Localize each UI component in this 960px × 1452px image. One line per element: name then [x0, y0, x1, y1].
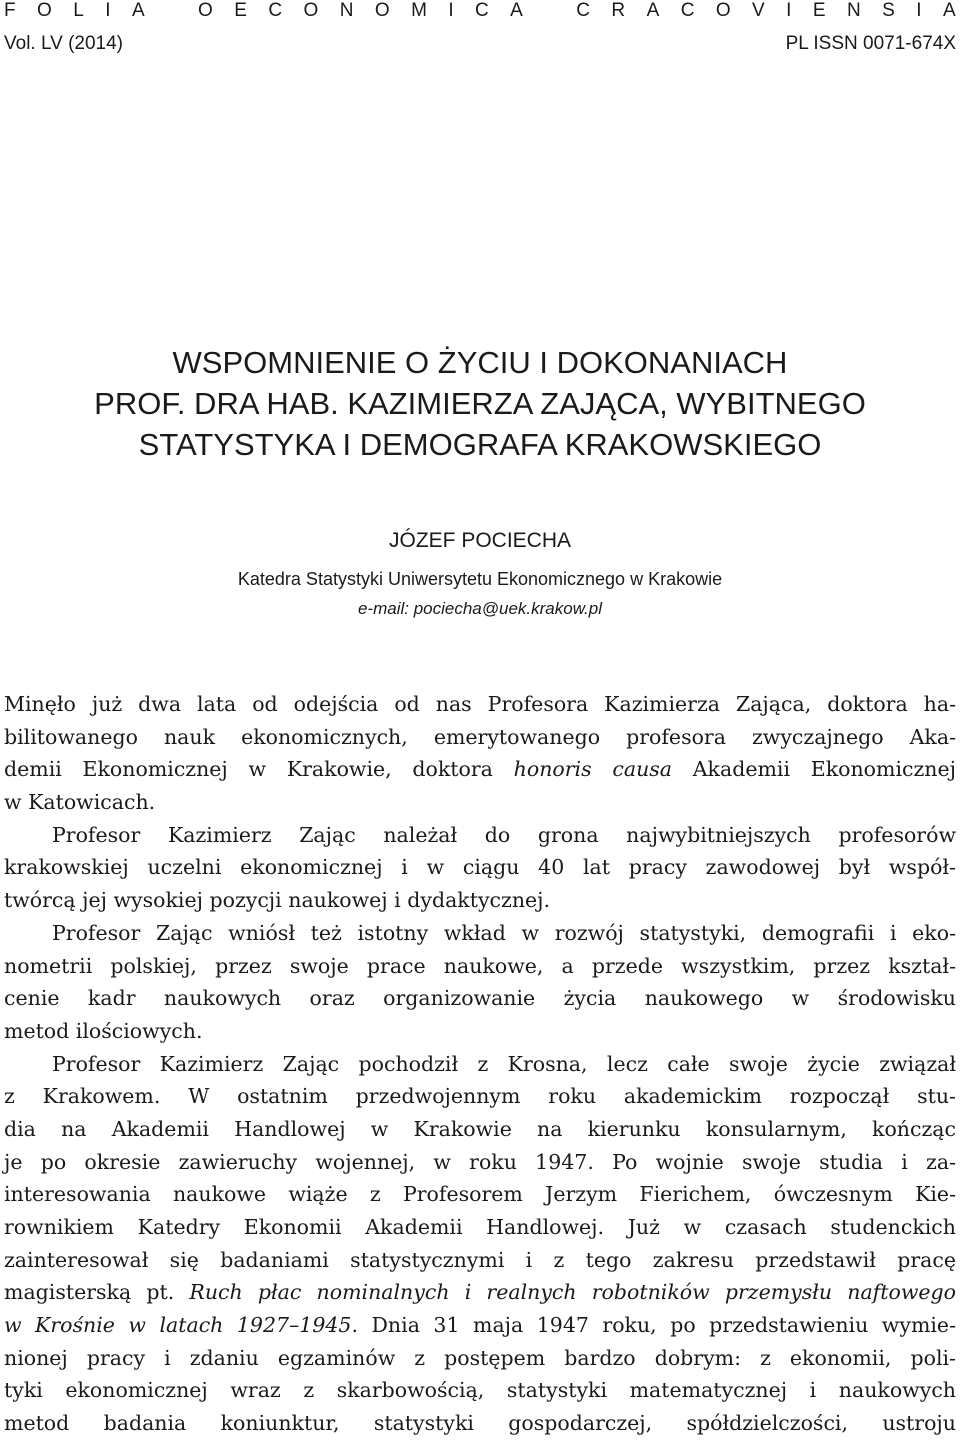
journal-letter: I: [916, 0, 922, 21]
text-line: je po okresie zawieruchy wojennej, w roku 1947. Po wojnie swoje studia i za-: [4, 1149, 956, 1174]
text-line: Profesor Kazimierz Zając należał do grona najwybitniejszych profesorów: [52, 822, 956, 847]
italic-thesis-title: Ruch płac nominalnych i realnych robotników przemysłu naftowego: [189, 1280, 956, 1305]
text-line: [4, 753, 956, 786]
author-email: e-mail: pociecha@uek.krakow.pl: [357, 599, 603, 618]
journal-letter: I: [786, 0, 792, 21]
italic-term: honoris causa: [513, 757, 673, 782]
text-line: zainteresował się badaniami statystycznymi i z tego zakresu przedstawił pracę: [4, 1247, 956, 1272]
journal-name: [4, 0, 956, 22]
journal-letter: C: [576, 0, 590, 21]
volume-info: Vol. LV (2014): [4, 33, 124, 54]
text-line: tyki ekonomicznej wraz z skarbowością, statystyki matematycznej i naukowych: [4, 1378, 956, 1403]
journal-letter: E: [812, 0, 826, 21]
journal-letter: O: [198, 0, 213, 21]
article-body: [4, 688, 956, 1440]
journal-letter: L: [73, 0, 84, 21]
journal-letter: A: [646, 0, 660, 21]
text-run: Akademii Ekonomicznej: [672, 757, 956, 782]
text-run: demii Ekonomicznej w Krakowie, doktora: [4, 757, 514, 782]
journal-letter: [166, 0, 177, 22]
journal-letter: E: [234, 0, 247, 21]
title-line: STATYSTYKA I DEMOGRAFA KRAKOWSKIEGO: [138, 427, 822, 462]
journal-letter: O: [37, 0, 52, 21]
title-line: PROF. DRA HAB. KAZIMIERZA ZAJĄCA, WYBITNEGO: [94, 386, 866, 421]
journal-letter: N: [339, 0, 354, 21]
text-line: [4, 1309, 956, 1342]
journal-letter: C: [268, 0, 283, 21]
journal-letter: O: [715, 0, 731, 21]
journal-letter: C: [680, 0, 695, 21]
text-line: z Krakowem. W ostatnim przedwojennym roku akademickim rozpoczął stu-: [4, 1084, 956, 1109]
journal-letter: R: [611, 0, 626, 21]
text-line: rownikiem Katedry Ekonomii Akademii Handlowej. Już w czasach studenckich: [4, 1215, 956, 1239]
text-line: bilitowanego nauk ekonomicznych, emerytowanego profesora zwyczajnego Aka-: [4, 724, 956, 749]
paragraph: [4, 688, 956, 819]
text-line: metod ilościowych.: [4, 1018, 203, 1043]
journal-letter: C: [475, 0, 489, 21]
text-line: krakowskiej uczelni ekonomicznej i w ciągu 40 lat pracy zawodowej był współ-: [4, 855, 956, 880]
journal-letter: F: [4, 0, 16, 21]
text-line: metod badania koniunktur, statystyki gospodarczej, spółdzielczości, ustroju: [4, 1411, 956, 1436]
author-name: JÓZEF POCIECHA: [388, 529, 572, 552]
journal-letter: N: [846, 0, 861, 21]
text-line: Minęło już dwa lata od odejścia od nas Profesora Kazimierza Zająca, doktora ha-: [4, 692, 956, 716]
text-run: magisterską pt.: [4, 1280, 190, 1305]
journal-letter: A: [942, 0, 956, 21]
text-line: w Katowicach.: [4, 790, 156, 815]
journal-letter: M: [411, 0, 427, 21]
journal-name-text: [4, 0, 956, 22]
paragraph: [4, 1048, 956, 1440]
journal-letter: I: [105, 0, 111, 21]
text-line: cenie kadr naukowych oraz organizowanie życia naukowego w środowisku: [4, 986, 956, 1011]
title-line: WSPOMNIENIE O ŻYCIU I DOKONANIACH: [172, 345, 788, 380]
journal-letter: I: [448, 0, 454, 21]
author-affiliation: Katedra Statystyki Uniwersytetu Ekonomicznego w Krakowie: [237, 569, 723, 589]
paragraph: [4, 819, 956, 917]
article-title: [0, 342, 960, 465]
text-line: nionej pracy i zdaniu egzaminów z postępem bardzo dobrym: z ekonomii, poli-: [4, 1345, 956, 1370]
paragraph: [4, 917, 956, 1048]
text-line: Profesor Zając wniósł też istotny wkład w rozwój statystyki, demografii i eko-: [52, 920, 956, 945]
issn-info: PL ISSN 0071-674X: [785, 33, 956, 54]
journal-letter: A: [131, 0, 145, 21]
journal-letter: [544, 0, 555, 22]
text-line: twórcą jej wysokiej pozycji naukowej i dydaktycznej.: [4, 888, 551, 913]
journal-letter: V: [752, 0, 765, 21]
text-run: Dnia 31 maja 1947 roku, po przedstawieniu wymie-: [358, 1313, 956, 1338]
text-line: nometrii polskiej, przez swoje prace naukowe, a przede wszystkim, przez kształ-: [4, 953, 956, 978]
journal-letter: O: [374, 0, 390, 21]
text-line: [4, 1276, 956, 1309]
italic-thesis-title: w Krośnie w latach 1927–1945.: [4, 1313, 358, 1338]
text-line: Profesor Kazimierz Zając pochodził z Krosna, lecz całe swoje życie związał: [52, 1051, 956, 1076]
text-line: interesowania naukowe wiąże z Profesorem Jerzym Fierichem, ówczesnym Kie-: [4, 1182, 956, 1207]
text-line: dia na Akademii Handlowej w Krakowie na kierunku konsularnym, kończąc: [4, 1116, 956, 1141]
journal-letter: O: [303, 0, 319, 21]
journal-letter: A: [510, 0, 523, 21]
journal-letter: S: [882, 0, 895, 21]
